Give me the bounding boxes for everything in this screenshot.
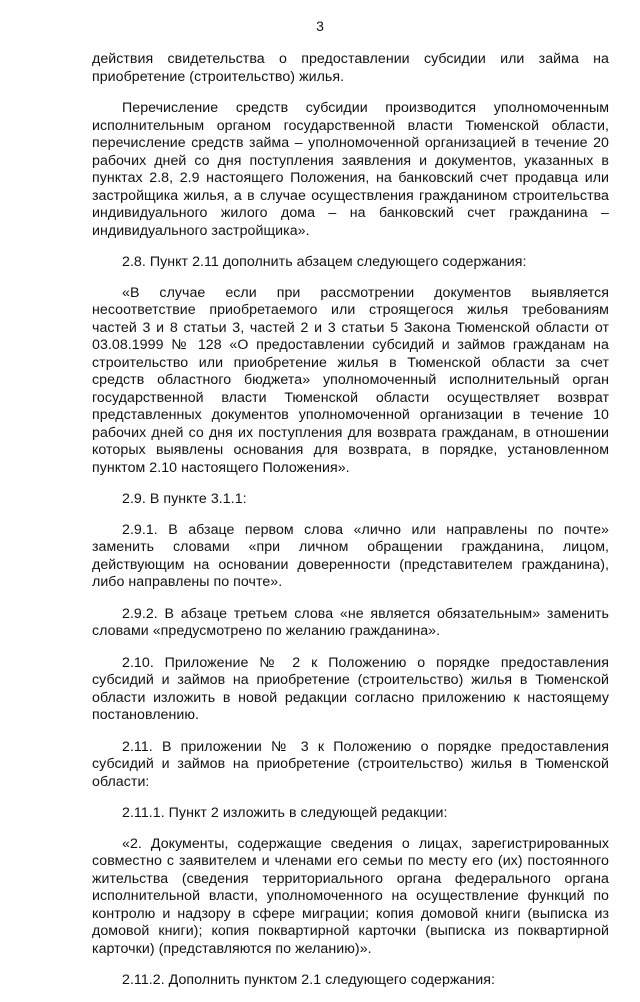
document-body	[92, 51, 609, 1002]
paragraph-item-2-11-2: 2.11.2. Дополнить пунктом 2.1 следующего содержания:	[122, 972, 495, 988]
paragraph-item-2-9-1: 2.9.1. В абзаце первом слова «лично или направлены по почте» заменить словами «при личном обращении гражданина, лицом, действующим на основании доверенности (представителем гражданина), либо направлены по почте».	[92, 521, 609, 590]
paragraph-transfer-of-funds: Перечисление средств субсидии производится уполномоченным исполнительным органом государственной власти Тюменской области, перечисление средств займа – уполномоченной организацией в течение 20 рабочих дней со дня поступления заявления и документов, указанных в пунктах 2.8, 2.9 настоящего Положения, на банковский счет продавца или застройщика жилья, а в случае осуществления гражданином строительства индивидуального жилого дома – на банковский счет гражданина – индивидуального застройщика».	[92, 100, 609, 239]
paragraph-item-2-10: 2.10. Приложение № 2 к Положению о порядке предоставления субсидий и займов на приобретение (строительство) жилья в Тюменской области изложить в новой редакции согласно приложению к настоящему постановлению.	[92, 654, 609, 723]
paragraph-item-2-9-2: 2.9.2. В абзаце третьем слова «не является обязательным» заменить словами «предусмотрено по желанию гражданина».	[92, 605, 609, 639]
page-number: 3	[316, 18, 324, 34]
paragraph-quoted-item-2: «2. Документы, содержащие сведения о лицах, зарегистрированных совместно с заявителем и членами его семьи по месту его (их) постоянного жительства (сведения территориального органа федерального органа исполнительной власти, уполномоченного на осуществление функций по контролю и надзору в сфере миграции; копия домовой книги (выписка из домовой книги); копия поквартирной карточки (выписка из поквартирной карточки) (представляются по желанию)».	[92, 835, 609, 957]
paragraph-item-2-8: 2.8. Пункт 2.11 дополнить абзацем следующего содержания:	[122, 254, 527, 270]
paragraph-continuation: действия свидетельства о предоставлении субсидии или займа на приобретение (строительство) жилья.	[92, 51, 609, 85]
paragraph-item-2-11: 2.11. В приложении № 3 к Положению о порядке предоставления субсидий и займов на приобретение (строительство) жилья в Тюменской области:	[92, 738, 609, 790]
paragraph-quoted-amendment-2-11: «В случае если при рассмотрении документов выявляется несоответствие приобретаемого или строящегося жилья требованиям частей 3 и 8 статьи 3, частей 2 и 3 статьи 5 Закона Тюменской области от 03.08.1999 № 128 «О предоставлении субсидий и займов гражданам на строительство или приобретение жилья в Тюменской области за счет средств областного бюджета» уполномоченный исполнительный орган государственной власти Тюменской области осуществляет возврат представленных документов уполномоченной организации в течение 10 рабочих дней со дня их поступления для возврата гражданам, в отношении которых выявлены основания для возврата, в порядке, установленном пунктом 2.10 настоящего Положения».	[92, 284, 609, 476]
paragraph-item-2-11-1: 2.11.1. Пункт 2 изложить в следующей редакции:	[122, 805, 448, 821]
paragraph-item-2-9: 2.9. В пункте 3.1.1:	[122, 491, 247, 507]
